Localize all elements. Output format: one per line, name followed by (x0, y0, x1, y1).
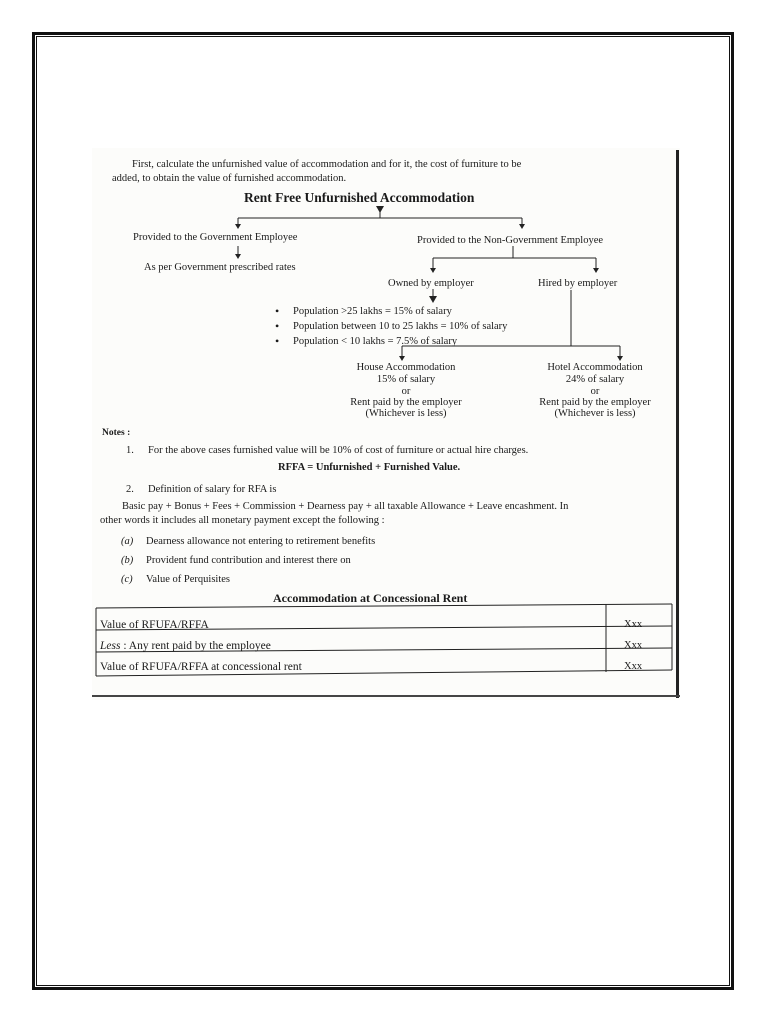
exception-a-text: Dearness allowance not entering to retirement benefits (146, 536, 376, 547)
salary-definition-line-1: Basic pay + Bonus + Fees + Commission + Dearness pay + all taxable Allowance + Leave encashment. In (122, 501, 569, 512)
table-row-label-text: Value of RFUFA/RFFA (100, 619, 209, 631)
table-row-label-text: Value of RFUFA/RFFA at concessional rent (100, 661, 302, 673)
nongov-employee-node: Provided to the Non-Government Employee (417, 235, 604, 246)
gov-employee-node: Provided to the Government Employee (133, 232, 298, 243)
hotel-accommodation-title: Hotel Accommodation (547, 362, 643, 373)
intro-line-1: First, calculate the unfurnished value of accommodation and for it, the cost of furniture to be (132, 159, 522, 170)
table-row (94, 658, 674, 678)
rffa-formula: RFFA = Unfurnished + Furnished Value. (278, 462, 461, 473)
population-bullet-3: • Population < 10 lakhs = 7.5% of salary (293, 336, 457, 348)
note-1-text: For the above cases furnished value will be 10% of cost of furniture or actual hire charges. (148, 445, 529, 456)
hotel-accommodation-rent: Rent paid by the employer (539, 397, 651, 408)
exception-b-text: Provident fund contribution and interest there on (146, 555, 351, 566)
hotel-accommodation-or: or (590, 386, 600, 397)
table-row-value: Xxx (624, 661, 643, 672)
table-row-label (100, 619, 209, 631)
table-row (94, 637, 674, 657)
owned-by-employer-node: Owned by employer (388, 278, 474, 289)
hired-by-employer-node: Hired by employer (538, 278, 618, 289)
exception-a-marker: (a) (121, 536, 134, 547)
population-bullet-2: • Population between 10 to 25 lakhs = 10% of salary (293, 321, 507, 333)
house-accommodation-condition: (Whichever is less) (365, 408, 447, 419)
exception-b-marker: (b) (121, 555, 134, 566)
diagram-title: Rent Free Unfurnished Accommodation (244, 190, 475, 205)
note-2-number: 2. (126, 484, 134, 495)
house-accommodation-title: House Accommodation (356, 362, 456, 373)
table-row-label-prefix: Less (100, 640, 121, 652)
hotel-accommodation-condition: (Whichever is less) (554, 408, 636, 419)
note-2-text: Definition of salary for RFA is (148, 484, 277, 495)
house-accommodation-or: or (401, 386, 411, 397)
house-accommodation-pct: 15% of salary (376, 374, 436, 385)
note-1-number: 1. (126, 445, 134, 456)
exception-c-marker: (c) (121, 574, 133, 585)
notes-heading: Notes : (102, 428, 131, 438)
table-row-label (100, 640, 271, 652)
exception-c-text: Value of Perquisites (146, 574, 230, 585)
table-row (94, 616, 674, 636)
gov-rates-node: As per Government prescribed rates (144, 262, 296, 273)
population-bullet-1: • Population >25 lakhs = 15% of salary (293, 306, 452, 318)
table-row-label-text: : Any rent paid by the employee (120, 640, 271, 652)
table-row-value: Xxx (624, 640, 643, 651)
hotel-accommodation-pct: 24% of salary (565, 374, 625, 385)
intro-line-2: added, to obtain the value of furnished accommodation. (112, 173, 347, 184)
table-row-value: Xxx (624, 619, 643, 630)
table-row-label (100, 661, 302, 673)
salary-definition-line-2: other words it includes all monetary payment except the following : (100, 515, 385, 526)
house-accommodation-rent: Rent paid by the employer (350, 397, 462, 408)
concessional-table-title: Accommodation at Concessional Rent (273, 591, 468, 605)
